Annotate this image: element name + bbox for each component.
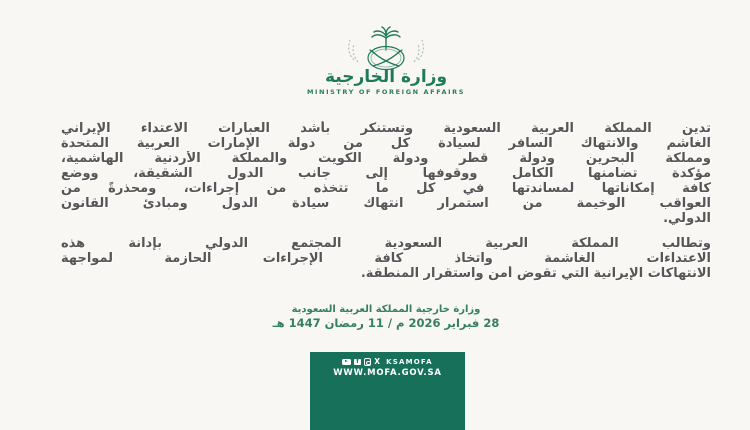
ministry-name-english: MINISTRY OF FOREIGN AFFAIRS [306, 88, 466, 96]
statement-line: الغاشم والانتهاك السافر لسيادة كل من دولة الإمارات العربية المتحدة [61, 136, 711, 151]
statement-line: ومملكة البحرين ودولة قطر ودولة الكويت والمملكة الأردنية الهاشمية، [61, 151, 711, 166]
youtube-icon [342, 359, 351, 366]
statement-line: العواقب الوخيمة من استمرار انتهاك سيادة الدول ومبادئ القانون [61, 196, 711, 211]
signoff-date-line: 28 فبراير 2026 م / 11 رمضان 1447 هـ [272, 316, 500, 330]
facebook-icon [354, 359, 361, 366]
statement-line: الاعتداءات الغاشمة واتخاذ كافة الإجراءات الحازمة لمواجهة [61, 251, 711, 266]
statement-line: كافة إمكاناتها لمساندتها في كل ما تتخذه من إجراءات، ومحذرةً من [61, 181, 711, 196]
signoff-block [22, 303, 750, 331]
statement-line: الانتهاكات الإيرانية التي تقوض أمن واستقرار المنطقة. [360, 266, 711, 281]
social-row [310, 358, 465, 366]
instagram-icon [364, 358, 372, 366]
ministry-logo [22, 26, 750, 96]
statement-body [61, 121, 711, 281]
signoff-ministry-line: وزارة خارجية المملكة العربية السعودية [291, 304, 481, 315]
website-url: WWW.MOFA.GOV.SA [333, 368, 442, 378]
statement-line: تدين المملكة العربية السعودية وتستنكر بأشد العبارات الاعتداء الإيراني [61, 121, 711, 136]
x-icon: X [374, 357, 381, 366]
statement-line: وتطالب المملكة العربية السعودية المجتمع الدولي بإدانة هذه [61, 236, 711, 251]
paragraph-gap [61, 226, 711, 236]
footer-box [310, 352, 465, 430]
social-handle: KSAMOFA [386, 358, 433, 366]
statement-line: مؤكدة تضامنها الكامل ووقوفها إلى جانب الدول الشقيقة، ووضع [61, 166, 711, 181]
statement-line: الدولي. [663, 211, 711, 226]
ministry-wordmark-arabic: وزارة الخارجية [324, 67, 448, 87]
